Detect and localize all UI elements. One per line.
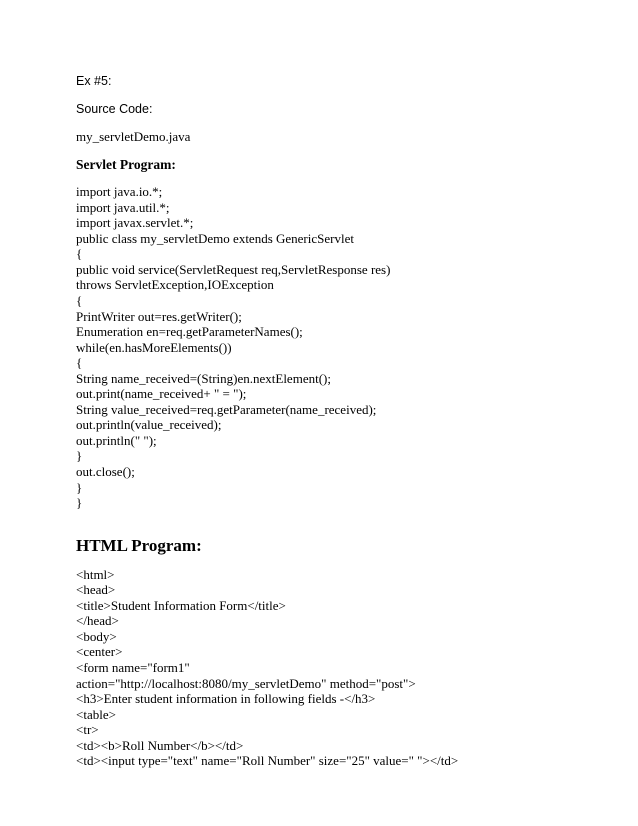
code-line: </head> bbox=[76, 613, 119, 629]
html-program-heading: HTML Program: bbox=[76, 535, 202, 555]
html-code-block bbox=[76, 567, 616, 769]
code-line: { bbox=[76, 355, 83, 371]
code-line: import javax.servlet.*; bbox=[76, 215, 194, 231]
code-line: <head> bbox=[76, 582, 116, 598]
code-line: <tr> bbox=[76, 722, 99, 738]
code-line: } bbox=[76, 479, 83, 495]
code-line: out.println(value_received); bbox=[76, 417, 222, 433]
document-page bbox=[76, 74, 616, 769]
code-line: String name_received=(String)en.nextElement(); bbox=[76, 370, 331, 386]
code-line: <title>Student Information Form</title> bbox=[76, 597, 286, 613]
code-line: <body> bbox=[76, 628, 117, 644]
code-line: { bbox=[76, 293, 83, 309]
code-line: } bbox=[76, 448, 83, 464]
code-line: <form name="form1" bbox=[76, 659, 190, 675]
servlet-code-block bbox=[76, 184, 616, 510]
code-line: public void service(ServletRequest req,ServletResponse res) bbox=[76, 261, 391, 277]
code-line: out.close(); bbox=[76, 464, 135, 480]
code-line: out.print(name_received+ " = "); bbox=[76, 386, 247, 402]
code-line: } bbox=[76, 495, 83, 511]
code-line: out.println(" "); bbox=[76, 432, 157, 448]
code-line: public class my_servletDemo extends GenericServlet bbox=[76, 230, 354, 246]
code-line: <td><input type="text" name="Roll Number" size="25" value=" "></td> bbox=[76, 753, 459, 769]
code-line: <td><b>Roll Number</b></td> bbox=[76, 737, 244, 753]
servlet-program-heading: Servlet Program: bbox=[76, 156, 176, 172]
code-line: PrintWriter out=res.getWriter(); bbox=[76, 308, 242, 324]
code-line: import java.io.*; bbox=[76, 184, 163, 200]
code-line: import java.util.*; bbox=[76, 199, 170, 215]
source-code-label: Source Code: bbox=[76, 102, 153, 116]
exercise-title: Ex #5: bbox=[76, 74, 112, 88]
code-line: <h3>Enter student information in following fields -</h3> bbox=[76, 691, 376, 707]
code-line: String value_received=req.getParameter(name_received); bbox=[76, 401, 377, 417]
code-line: action="http://localhost:8080/my_servletDemo" method="post"> bbox=[76, 675, 416, 691]
code-line: { bbox=[76, 246, 83, 262]
file-name: my_servletDemo.java bbox=[76, 129, 191, 144]
code-line: <html> bbox=[76, 566, 115, 582]
code-line: while(en.hasMoreElements()) bbox=[76, 339, 232, 355]
code-line: throws ServletException,IOException bbox=[76, 277, 274, 293]
code-line: <table> bbox=[76, 706, 116, 722]
code-line: <center> bbox=[76, 644, 123, 660]
code-line: Enumeration en=req.getParameterNames(); bbox=[76, 324, 303, 340]
